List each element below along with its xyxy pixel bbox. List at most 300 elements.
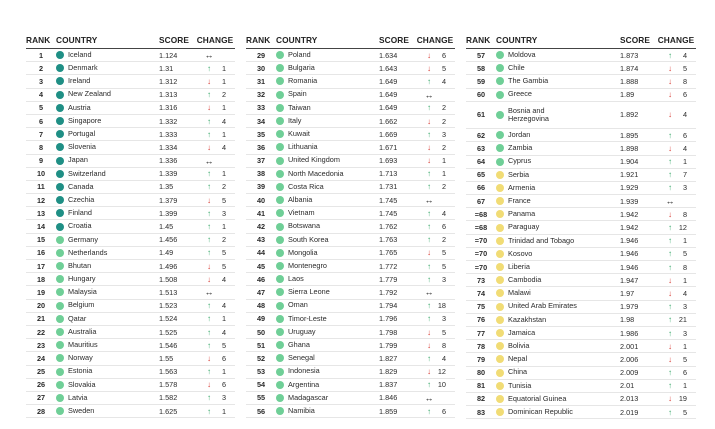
change-cell — [415, 90, 455, 100]
change-value: 5 — [221, 261, 226, 271]
rank-cell: 77 — [476, 328, 486, 338]
table-row — [26, 300, 235, 313]
country-cell — [496, 408, 620, 416]
score-cell: 1.524 — [159, 314, 178, 324]
score-tier-dot-icon — [496, 91, 504, 99]
score-tier-dot-icon — [276, 262, 284, 270]
rank-cell: 3 — [38, 76, 44, 86]
rank-cell: 48 — [256, 301, 266, 311]
score-cell: 1.745 — [379, 195, 398, 205]
change-cell — [195, 354, 235, 363]
arrow-up-icon: ↑ — [668, 157, 672, 167]
score-tier-dot-icon — [496, 263, 504, 271]
table-row — [26, 379, 235, 392]
change-cell — [656, 394, 696, 403]
country-name: Armenia — [508, 182, 536, 192]
score-tier-dot-icon — [276, 249, 284, 257]
change-cell — [415, 380, 455, 389]
change-value: 3 — [441, 314, 446, 324]
score-cell: 1.946 — [620, 236, 639, 246]
arrow-up-icon: ↑ — [427, 76, 431, 86]
country-name: Slovakia — [68, 379, 96, 389]
country-cell — [496, 131, 620, 139]
arrow-up-icon: ↑ — [427, 182, 431, 192]
change-value: 8 — [682, 209, 687, 219]
rank-cell: 10 — [36, 169, 46, 179]
change-value: 4 — [682, 143, 687, 153]
country-cell — [56, 170, 159, 178]
rank-cell: 32 — [256, 90, 266, 100]
score-tier-dot-icon — [496, 144, 504, 152]
change-value: 3 — [682, 302, 687, 312]
change-value: 3 — [682, 328, 687, 338]
table-row — [26, 220, 235, 233]
change-cell — [656, 110, 696, 119]
rank-cell: 79 — [476, 354, 486, 364]
country-name: United Arab Emirates — [508, 301, 577, 311]
score-cell: 1.456 — [159, 235, 178, 245]
table-row — [246, 115, 455, 128]
score-cell: 1.662 — [379, 116, 398, 126]
country-name: Moldova — [508, 49, 536, 59]
rank-cell: 25 — [36, 367, 46, 377]
rank-cell: =68 — [474, 223, 488, 233]
arrow-down-icon: ↓ — [427, 340, 431, 350]
change-cell — [415, 169, 455, 178]
rank-cell: 29 — [256, 50, 266, 60]
rank-cell: 11 — [37, 182, 45, 192]
score-cell: 1.669 — [379, 129, 398, 139]
country-name: Latvia — [68, 392, 88, 402]
change-cell — [415, 341, 455, 350]
country-name: Ireland — [68, 76, 91, 86]
arrow-up-icon: ↑ — [427, 208, 431, 218]
rank-cell: 55 — [256, 393, 266, 403]
ranking-column-1 — [26, 32, 235, 419]
table-row — [246, 405, 455, 418]
change-cell — [195, 314, 235, 323]
country-cell — [56, 275, 159, 283]
change-cell — [415, 222, 455, 231]
country-cell — [496, 289, 620, 297]
score-tier-dot-icon — [56, 223, 64, 231]
table-row — [246, 247, 455, 260]
table-row — [466, 169, 696, 182]
country-cell — [276, 407, 379, 415]
country-cell — [276, 90, 379, 98]
arrow-up-icon: ↑ — [207, 90, 211, 100]
score-tier-dot-icon — [56, 209, 64, 217]
change-header: CHANGE — [657, 35, 695, 45]
country-cell — [56, 249, 159, 257]
change-value: 5 — [682, 63, 687, 73]
arrow-down-icon: ↓ — [207, 353, 211, 363]
change-value: 1 — [221, 406, 226, 416]
rank-cell: 4 — [38, 90, 44, 100]
arrow-down-icon: ↓ — [207, 261, 211, 271]
table-row — [26, 313, 235, 326]
change-value: 4 — [221, 301, 226, 311]
rank-cell: 18 — [36, 274, 46, 284]
country-name: Vietnam — [288, 208, 315, 218]
score-tier-dot-icon — [56, 143, 64, 151]
change-cell — [656, 51, 696, 60]
table-row — [246, 300, 455, 313]
arrow-up-icon: ↑ — [207, 327, 211, 337]
country-name: Ghana — [288, 340, 310, 350]
rank-cell: 19 — [36, 287, 46, 297]
rank-cell: 63 — [476, 143, 486, 153]
change-cell — [195, 156, 235, 166]
change-cell — [195, 407, 235, 416]
table-row — [246, 141, 455, 154]
score-tier-dot-icon — [56, 328, 64, 336]
country-name: Canada — [68, 181, 94, 191]
table-row — [466, 102, 696, 129]
arrow-up-icon: ↑ — [207, 169, 211, 179]
score-cell: 1.799 — [379, 340, 398, 350]
country-cell — [56, 51, 159, 59]
score-tier-dot-icon — [56, 288, 64, 296]
rank-cell: 30 — [256, 63, 266, 73]
rank-cell: 41 — [256, 208, 266, 218]
change-cell — [415, 143, 455, 152]
change-value: 1 — [221, 76, 226, 86]
country-cell — [276, 288, 379, 296]
score-tier-dot-icon — [276, 130, 284, 138]
country-cell — [496, 342, 620, 350]
score-tier-dot-icon — [276, 236, 284, 244]
change-value: 2 — [441, 235, 446, 245]
country-name: Montenegro — [288, 260, 327, 270]
rank-cell: 40 — [256, 195, 266, 205]
change-value: 2 — [441, 103, 446, 113]
change-cell — [415, 301, 455, 310]
country-name: Italy — [288, 115, 302, 125]
rank-cell: 73 — [476, 275, 486, 285]
country-cell — [496, 263, 620, 271]
score-tier-dot-icon — [496, 111, 504, 119]
country-name: Uruguay — [288, 326, 316, 336]
score-cell: 1.312 — [159, 76, 178, 86]
score-tier-dot-icon — [56, 341, 64, 349]
country-cell — [56, 64, 159, 72]
table-row — [26, 128, 235, 141]
no-change-icon: ↔ — [665, 196, 675, 207]
country-cell — [496, 90, 620, 98]
table-row — [246, 326, 455, 339]
table-row — [246, 49, 455, 62]
country-cell — [496, 64, 620, 72]
change-value: 5 — [682, 407, 687, 417]
country-name: Qatar — [68, 313, 87, 323]
score-tier-dot-icon — [496, 355, 504, 363]
table-row — [466, 129, 696, 142]
rank-cell: 44 — [256, 248, 266, 258]
change-cell — [415, 262, 455, 271]
table-row — [466, 367, 696, 380]
country-name: Germany — [68, 234, 99, 244]
rank-cell: 47 — [256, 287, 266, 297]
arrow-down-icon: ↓ — [668, 354, 672, 364]
country-cell — [496, 107, 620, 124]
table-row — [246, 260, 455, 273]
change-value: 2 — [441, 182, 446, 192]
score-cell: 1.874 — [620, 63, 639, 73]
change-cell — [195, 90, 235, 99]
score-cell: 2.01 — [620, 381, 635, 391]
score-cell: 1.946 — [620, 249, 639, 259]
rank-cell: 66 — [476, 183, 486, 193]
change-cell — [656, 77, 696, 86]
score-cell: 1.49 — [159, 248, 174, 258]
country-cell — [56, 130, 159, 138]
country-name: Portugal — [68, 129, 96, 139]
change-cell — [656, 90, 696, 99]
score-tier-dot-icon — [276, 104, 284, 112]
rank-cell: 43 — [256, 235, 266, 245]
score-cell: 2.006 — [620, 354, 639, 364]
country-name: Albania — [288, 194, 313, 204]
table-row — [466, 49, 696, 62]
change-value: 5 — [441, 248, 446, 258]
table-row — [246, 75, 455, 88]
arrow-up-icon: ↑ — [668, 407, 672, 417]
rank-cell: 33 — [256, 103, 266, 113]
rank-cell: 83 — [476, 407, 486, 417]
score-cell: 1.942 — [620, 223, 639, 233]
score-cell: 1.508 — [159, 274, 178, 284]
change-cell — [656, 249, 696, 258]
score-tier-dot-icon — [56, 302, 64, 310]
change-value: 1 — [682, 157, 687, 167]
table-row — [26, 49, 235, 62]
country-cell — [276, 156, 379, 164]
table-row — [26, 260, 235, 273]
table-row — [246, 220, 455, 233]
table-row — [26, 168, 235, 181]
arrow-up-icon: ↑ — [427, 261, 431, 271]
score-cell: 1.671 — [379, 142, 398, 152]
change-value: 1 — [221, 103, 226, 113]
arrow-down-icon: ↓ — [427, 327, 431, 337]
table-row — [466, 142, 696, 155]
change-cell — [415, 393, 455, 403]
change-cell — [656, 289, 696, 298]
score-cell: 1.336 — [159, 156, 178, 166]
score-cell: 1.643 — [379, 63, 398, 73]
country-name: Mongolia — [288, 247, 318, 257]
change-cell — [656, 276, 696, 285]
score-tier-dot-icon — [276, 354, 284, 362]
no-change-icon: ↔ — [424, 89, 434, 100]
rank-cell: 8 — [38, 142, 44, 152]
table-row — [466, 182, 696, 195]
arrow-up-icon: ↑ — [427, 103, 431, 113]
arrow-up-icon: ↑ — [207, 301, 211, 311]
table-row — [246, 128, 455, 141]
score-tier-dot-icon — [56, 196, 64, 204]
score-cell: 1.939 — [620, 196, 639, 206]
country-cell — [56, 183, 159, 191]
table-row — [466, 248, 696, 261]
score-cell: 1.35 — [159, 182, 174, 192]
rank-cell: 64 — [476, 157, 486, 167]
column-header — [26, 32, 235, 49]
country-name: Estonia — [68, 366, 93, 376]
arrow-up-icon: ↑ — [668, 223, 672, 233]
score-cell: 1.625 — [159, 406, 178, 416]
arrow-up-icon: ↑ — [207, 367, 211, 377]
score-tier-dot-icon — [496, 369, 504, 377]
table-row — [246, 352, 455, 365]
score-tier-dot-icon — [496, 158, 504, 166]
score-cell: 2.013 — [620, 394, 639, 404]
score-cell: 1.731 — [379, 182, 398, 192]
rank-cell: 37 — [256, 156, 266, 166]
score-cell: 1.31 — [159, 63, 174, 73]
table-row — [466, 353, 696, 366]
change-cell — [195, 222, 235, 231]
score-cell: 1.649 — [379, 90, 398, 100]
score-cell: 1.986 — [620, 328, 639, 338]
table-row — [26, 155, 235, 168]
country-cell — [496, 77, 620, 85]
change-cell — [195, 130, 235, 139]
country-name: South Korea — [288, 234, 329, 244]
arrow-down-icon: ↓ — [668, 143, 672, 153]
no-change-icon: ↔ — [424, 287, 434, 298]
country-cell — [276, 130, 379, 138]
change-value: 2 — [221, 182, 226, 192]
country-name: Romania — [288, 76, 318, 86]
country-cell — [276, 209, 379, 217]
table-row — [466, 208, 696, 221]
country-cell — [276, 381, 379, 389]
table-row — [246, 102, 455, 115]
country-name: Taiwan — [288, 102, 311, 112]
change-value: 8 — [682, 76, 687, 86]
country-cell — [276, 249, 379, 257]
score-tier-dot-icon — [56, 130, 64, 138]
score-tier-dot-icon — [56, 117, 64, 125]
score-tier-dot-icon — [276, 209, 284, 217]
table-row — [26, 75, 235, 88]
no-change-icon: ↔ — [204, 155, 214, 166]
change-value: 6 — [682, 368, 687, 378]
score-cell: 1.779 — [379, 274, 398, 284]
score-cell: 1.921 — [620, 170, 639, 180]
change-cell — [656, 223, 696, 232]
score-cell: 1.859 — [379, 406, 398, 416]
score-cell: 1.634 — [379, 50, 398, 60]
rank-header: RANK — [26, 35, 51, 45]
change-cell — [195, 117, 235, 126]
score-tier-dot-icon — [56, 236, 64, 244]
score-tier-dot-icon — [56, 394, 64, 402]
country-cell — [496, 237, 620, 245]
country-name: Bhutan — [68, 260, 92, 270]
rank-cell: 51 — [256, 340, 266, 350]
country-cell — [276, 117, 379, 125]
score-tier-dot-icon — [276, 196, 284, 204]
arrow-up-icon: ↑ — [668, 381, 672, 391]
country-cell — [56, 288, 159, 296]
table-row — [246, 168, 455, 181]
country-cell — [496, 302, 620, 310]
rank-cell: 26 — [36, 380, 46, 390]
rank-cell: 46 — [256, 274, 266, 284]
change-cell — [195, 328, 235, 337]
country-cell — [56, 301, 159, 309]
country-cell — [56, 394, 159, 402]
table-row — [26, 326, 235, 339]
score-cell: 1.399 — [159, 208, 178, 218]
country-name: Bolivia — [508, 341, 530, 351]
change-value: 3 — [682, 183, 687, 193]
rank-header: RANK — [246, 35, 271, 45]
score-cell: 1.888 — [620, 76, 639, 86]
country-name: Tunisia — [508, 380, 532, 390]
table-row — [466, 235, 696, 248]
score-cell: 1.796 — [379, 314, 398, 324]
change-value: 1 — [441, 156, 446, 166]
score-tier-dot-icon — [276, 91, 284, 99]
change-value: 4 — [221, 116, 226, 126]
country-cell — [496, 382, 620, 390]
rank-cell: 50 — [256, 327, 266, 337]
arrow-up-icon: ↑ — [668, 315, 672, 325]
table-row — [246, 89, 455, 102]
score-tier-dot-icon — [496, 276, 504, 284]
country-cell — [276, 367, 379, 375]
change-value: 12 — [678, 223, 687, 233]
score-cell: 1.947 — [620, 275, 639, 285]
change-cell — [415, 328, 455, 337]
change-value: 4 — [441, 76, 446, 86]
score-tier-dot-icon — [496, 250, 504, 258]
arrow-up-icon: ↑ — [427, 129, 431, 139]
score-tier-dot-icon — [496, 382, 504, 390]
change-value: 10 — [437, 380, 446, 390]
change-cell — [656, 183, 696, 192]
arrow-down-icon: ↓ — [427, 248, 431, 258]
table-row — [246, 379, 455, 392]
country-name: Iceland — [68, 49, 92, 59]
score-header: SCORE — [620, 35, 651, 45]
table-row — [26, 194, 235, 207]
table-row — [246, 286, 455, 299]
country-name: Jordan — [508, 130, 531, 140]
country-cell — [56, 222, 159, 230]
change-cell — [195, 301, 235, 310]
arrow-up-icon: ↑ — [207, 182, 211, 192]
score-cell: 1.829 — [379, 367, 398, 377]
rank-cell: 39 — [256, 182, 266, 192]
country-cell — [56, 328, 159, 336]
country-cell — [56, 90, 159, 98]
country-header: COUNTRY — [496, 35, 538, 45]
change-value: 1 — [221, 129, 226, 139]
country-cell — [56, 77, 159, 85]
rank-cell: 28 — [36, 406, 46, 416]
score-cell: 1.693 — [379, 156, 398, 166]
country-cell — [276, 275, 379, 283]
ranking-column-2 — [246, 32, 455, 419]
score-tier-dot-icon — [56, 381, 64, 389]
score-cell: 1.846 — [379, 393, 398, 403]
country-name: Kazakhstan — [508, 314, 547, 324]
